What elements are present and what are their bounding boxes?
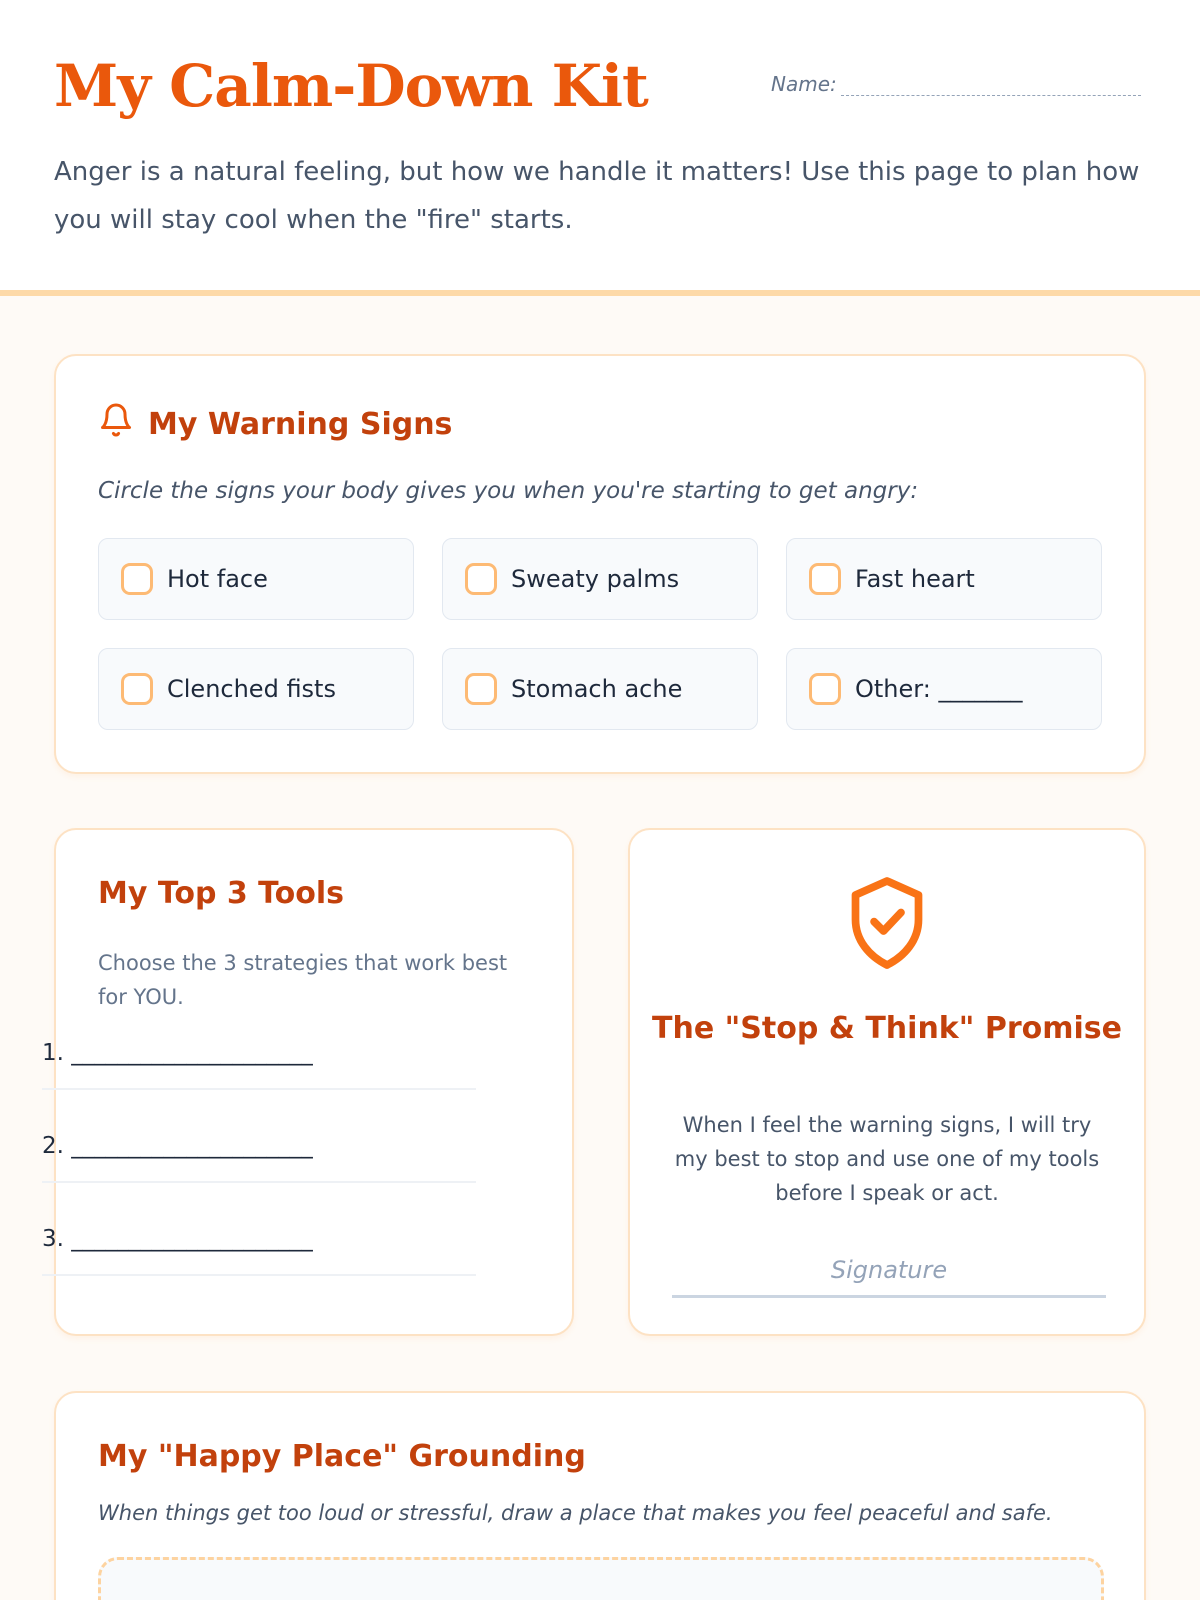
intro-text: Anger is a natural feeling, but how we handle it matters! Use this page to plan how you will stay cool when the "fire" starts.: [54, 157, 1140, 235]
sign-option[interactable]: [786, 538, 1102, 620]
tool-entry-line[interactable]: 3. _____________________: [42, 1216, 476, 1276]
sign-label: Hot face: [167, 565, 268, 593]
promise-card: [628, 828, 1146, 1336]
warning-signs-title: My Warning Signs: [148, 406, 453, 442]
sign-label: Clenched fists: [167, 675, 336, 703]
page-title: My Calm-Down Kit: [54, 52, 648, 120]
warning-signs-heading: [98, 402, 452, 446]
drawing-area[interactable]: [98, 1557, 1104, 1600]
warning-signs-card: [54, 354, 1146, 774]
sign-checkbox[interactable]: [121, 673, 153, 705]
sign-checkbox[interactable]: [121, 563, 153, 595]
sign-option[interactable]: [98, 648, 414, 730]
sign-checkbox[interactable]: [809, 563, 841, 595]
sign-option[interactable]: [442, 538, 758, 620]
happy-place-card: [54, 1391, 1146, 1600]
page-header: [0, 0, 1200, 296]
name-field[interactable]: [771, 72, 1141, 96]
happy-place-title: My "Happy Place" Grounding: [98, 1439, 586, 1474]
shield-check-icon: [845, 874, 929, 976]
happy-place-hint: When things get too loud or stressful, draw a place that makes you feel peaceful and safe.: [98, 1501, 1053, 1525]
sign-label: Stomach ache: [511, 675, 683, 703]
top-tools-title: My Top 3 Tools: [98, 876, 345, 911]
warning-signs-hint: Circle the signs your body gives you when you're starting to get angry:: [98, 478, 919, 504]
signature-field[interactable]: Signature: [672, 1250, 1106, 1298]
promise-title: The "Stop & Think" Promise: [652, 1011, 1122, 1046]
sign-label: Other: _______: [855, 675, 1023, 703]
sign-checkbox[interactable]: [465, 563, 497, 595]
top-tools-hint: Choose the 3 strategies that work best for YOU.: [98, 951, 508, 1009]
sign-option[interactable]: [98, 538, 414, 620]
sign-option[interactable]: [786, 648, 1102, 730]
name-blank-line[interactable]: [841, 74, 1141, 96]
sign-label: Sweaty palms: [511, 565, 680, 593]
tool-entry-line[interactable]: 1. _____________________: [42, 1030, 476, 1090]
bell-icon: [98, 402, 134, 446]
sign-checkbox[interactable]: [809, 673, 841, 705]
name-label: Name:: [771, 72, 837, 96]
sign-label: Fast heart: [855, 565, 975, 593]
sign-option[interactable]: [442, 648, 758, 730]
tool-entry-line[interactable]: 2. _____________________: [42, 1123, 476, 1183]
promise-body: When I feel the warning signs, I will try my best to stop and use one of my tools before I speak or act.: [674, 1113, 1100, 1205]
warning-signs-grid: [98, 538, 1102, 730]
sign-checkbox[interactable]: [465, 673, 497, 705]
